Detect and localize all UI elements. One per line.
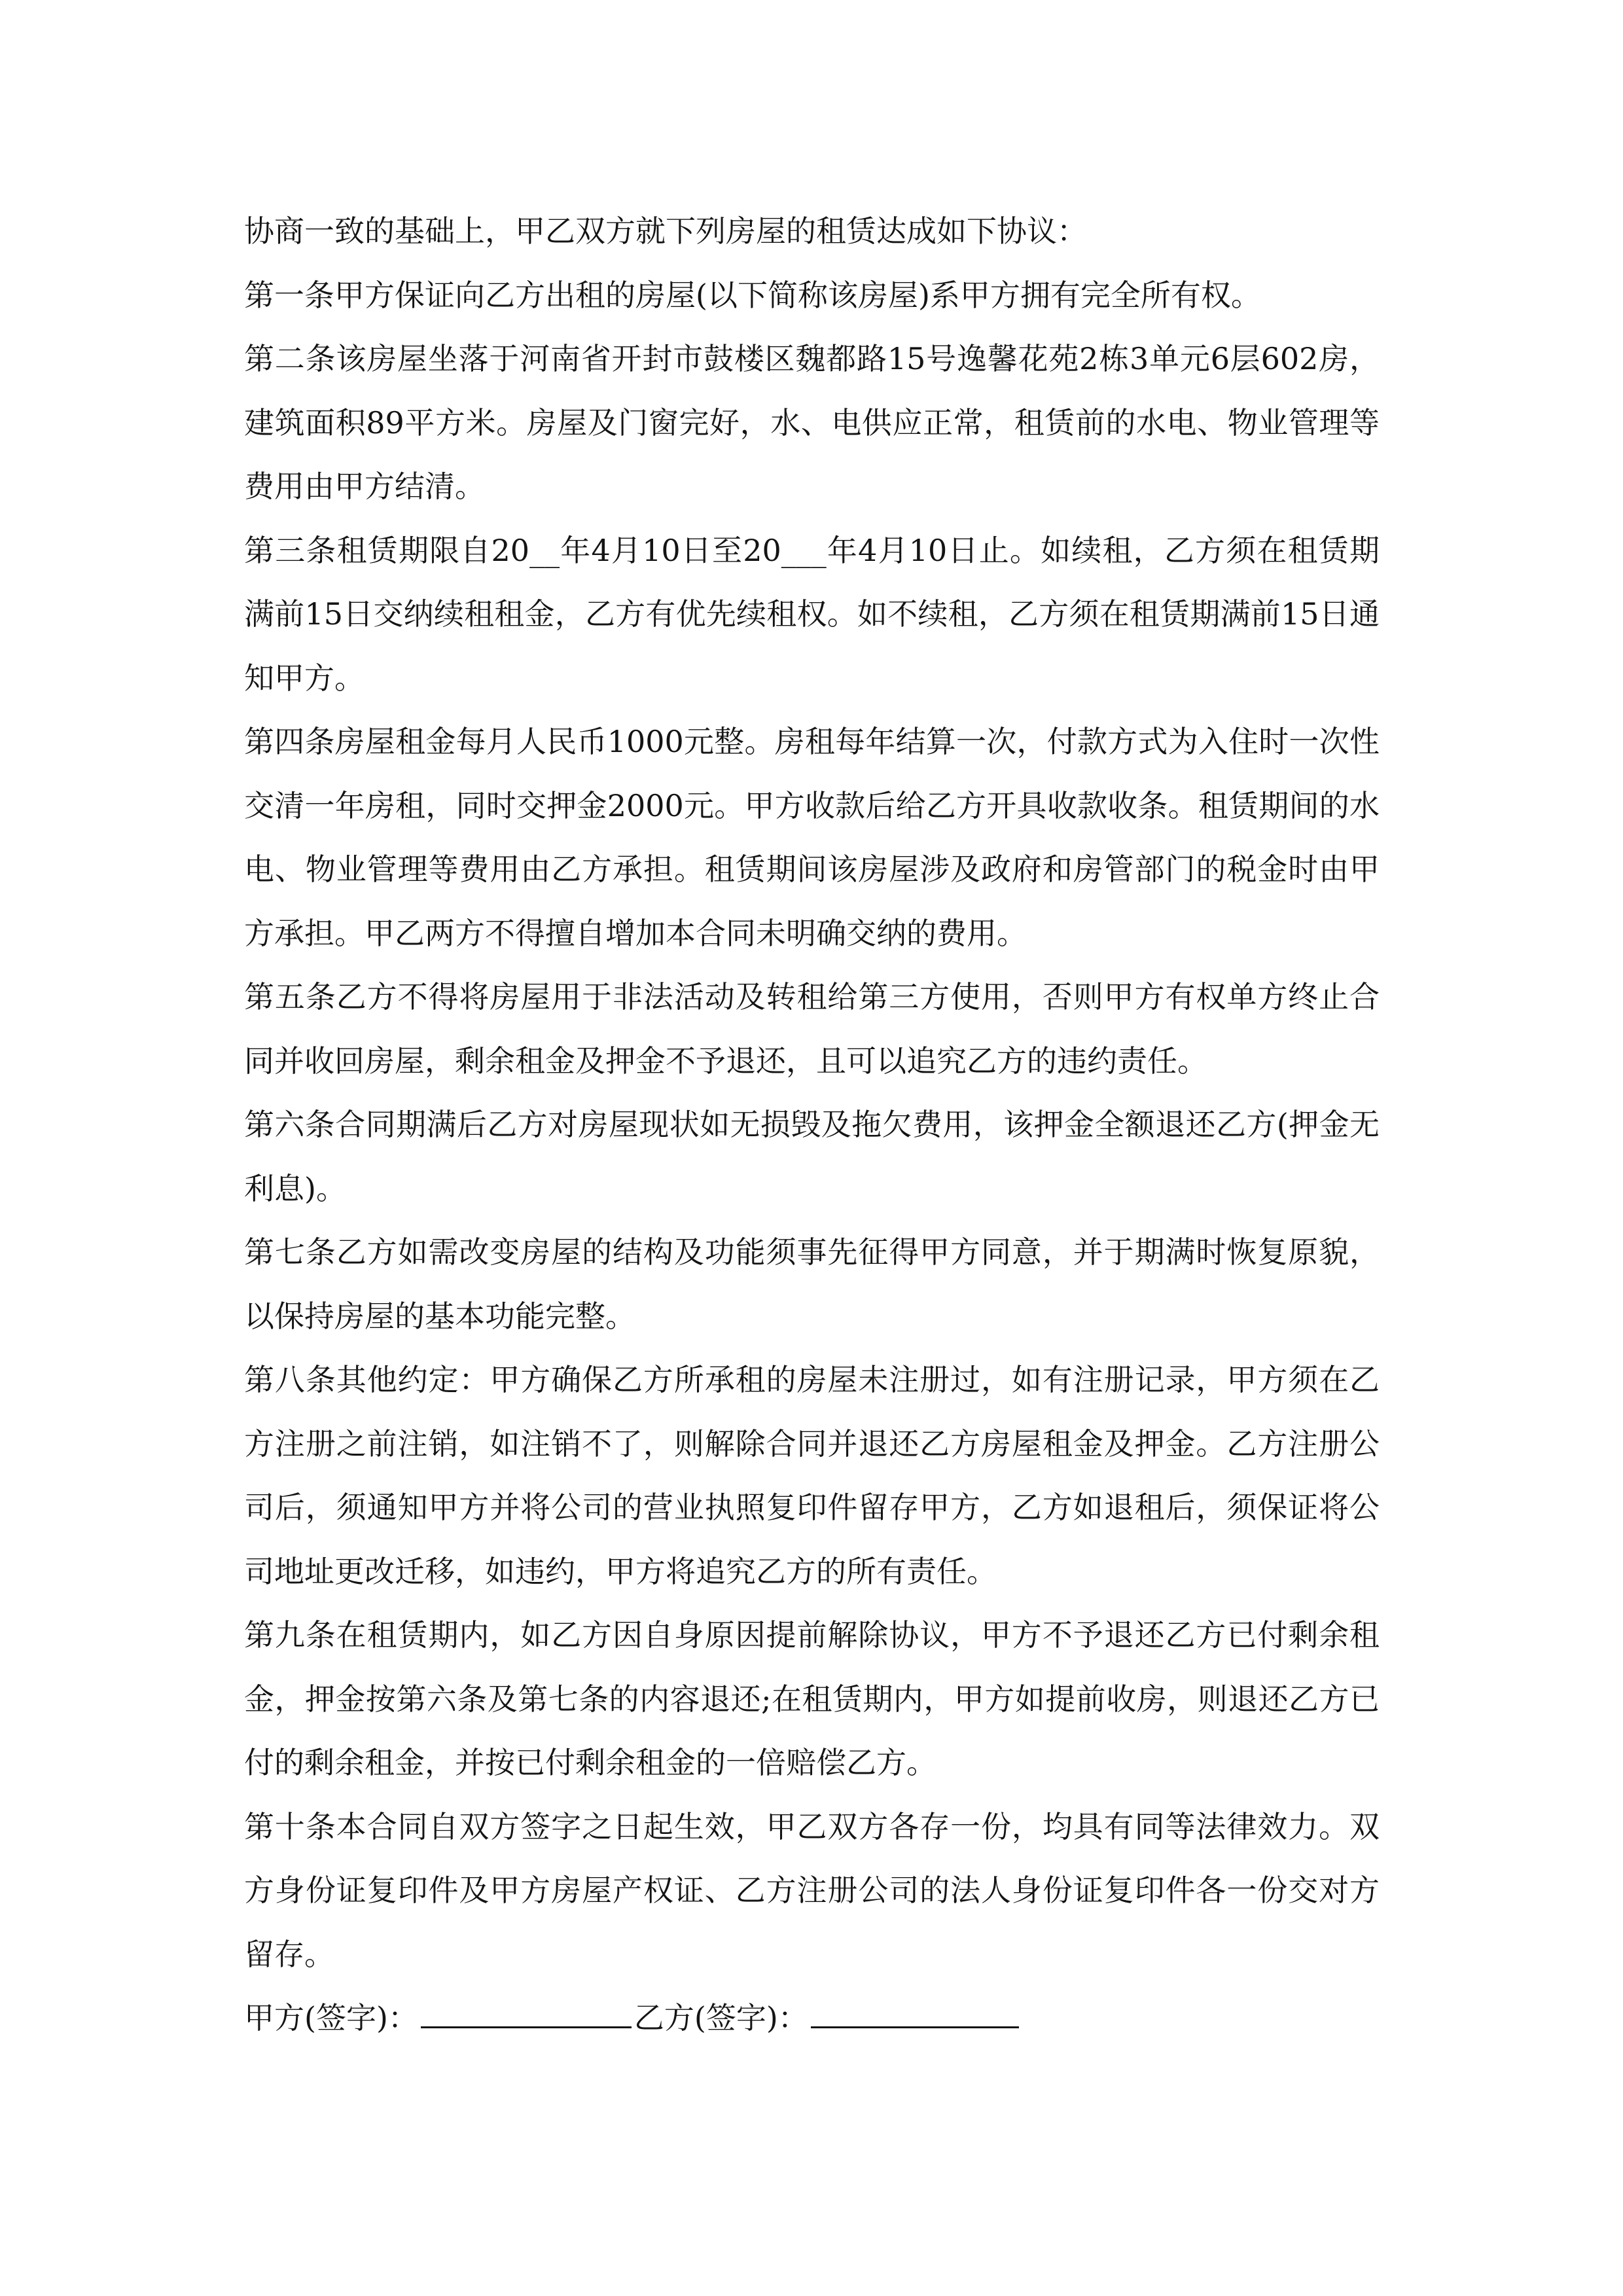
paragraph-article-10: 第十条本合同自双方签字之日起生效，甲乙双方各存一份，均具有同等法律效力。双方身份证复印件及甲方房屋产权证、乙方注册公司的法人身份证复印件各一份交对方留存。 [244, 1808, 1380, 1972]
party-a-signature-label: 甲方(签字)： [244, 2000, 418, 2036]
paragraph-article-5: 第五条乙方不得将房屋用于非法活动及转租给第三方使用，否则甲方有权单方终止合同并收回房屋，剩余租金及押金不予退还，且可以追究乙方的违约责任。 [244, 979, 1380, 1079]
paragraph-article-8: 第八条其他约定：甲方确保乙方所承租的房屋未注册过，如有注册记录，甲方须在乙方注册之前注销，如注销不了，则解除合同并退还乙方房屋租金及押金。乙方注册公司后，须通知甲方并将公司的营业执照复印件留存甲方，乙方如退租后，须保证将公司地址更改迁移，如违约，甲方将追究乙方的所有责任。 [244, 1362, 1380, 1589]
signature-line [244, 1986, 1380, 2051]
paragraph-article-3: 第三条租赁期限自20__年4月10日至20___年4月10日止。如续租，乙方须在租赁期满前15日交纳续租租金，乙方有优先续租权。如不续租，乙方须在租赁期满前15日通知甲方。 [244, 532, 1380, 696]
paragraph-article-1: 第一条甲方保证向乙方出租的房屋(以下简称该房屋)系甲方拥有完全所有权。 [244, 277, 1261, 313]
party-b-signature-blank [811, 2000, 1019, 2028]
paragraph-article-4: 第四条房屋租金每月人民币1000元整。房租每年结算一次，付款方式为入住时一次性交清一年房租，同时交押金2000元。甲方收款后给乙方开具收款收条。租赁期间的水电、物业管理等费用由乙方承担。租赁期间该房屋涉及政府和房管部门的税金时由甲方承担。甲乙两方不得擅自增加本合同未明确交纳的费用。 [244, 724, 1380, 951]
paragraph-article-2: 第二条该房屋坐落于河南省开封市鼓楼区魏都路15号逸馨花苑2栋3单元6层602房，建筑面积89平方米。房屋及门窗完好，水、电供应正常，租赁前的水电、物业管理等费用由甲方结清。 [244, 341, 1380, 504]
paragraph-article-9: 第九条在租赁期内，如乙方因自身原因提前解除协议，甲方不予退还乙方已付剩余租金，押金按第六条及第七条的内容退还;在租赁期内，甲方如提前收房，则退还乙方已付的剩余租金，并按已付剩余租金的一倍赔偿乙方。 [244, 1617, 1380, 1780]
party-b-signature-label: 乙方(签字)： [633, 2000, 808, 2036]
contract-body [244, 200, 1380, 2051]
party-a-signature-blank [421, 2000, 632, 2028]
paragraph-intro: 协商一致的基础上，甲乙双方就下列房屋的租赁达成如下协议： [244, 213, 1087, 249]
paragraph-article-7: 第七条乙方如需改变房屋的结构及功能须事先征得甲方同意，并于期满时恢复原貌，以保持房屋的基本功能完整。 [244, 1234, 1380, 1334]
paragraph-article-6: 第六条合同期满后乙方对房屋现状如无损毁及拖欠费用，该押金全额退还乙方(押金无利息)。 [244, 1107, 1380, 1206]
